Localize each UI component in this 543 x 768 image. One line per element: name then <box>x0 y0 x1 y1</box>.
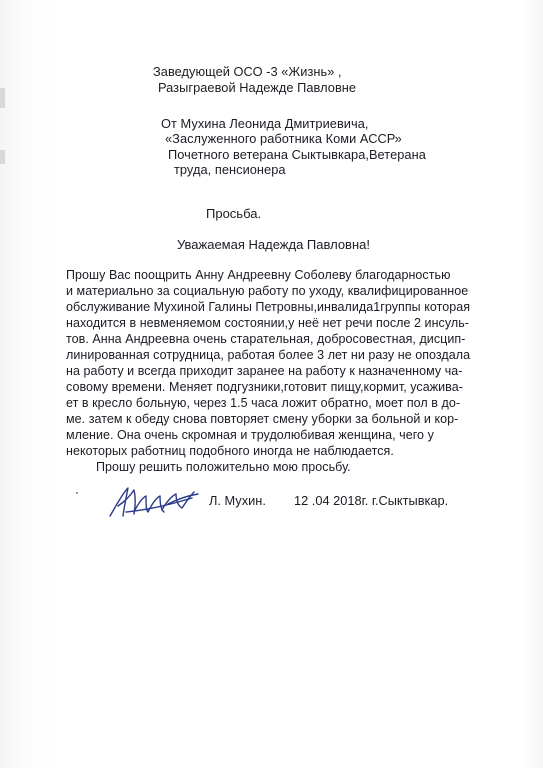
body-line: ме. затем к обеду снова повторяет смену уборки за больной и кор- <box>66 412 459 426</box>
signature-name: Л. Мухин. <box>209 493 266 508</box>
body-line: обслуживание Мухиной Галины Петровны,инвалида1группы которая <box>66 300 471 314</box>
scan-speck <box>76 492 78 494</box>
body-line: совому времени. Меняет подгузники,готовит пищу,кормит, усажива- <box>66 380 463 394</box>
sender-line: От Мухина Леонида Дмитриевича, <box>161 116 369 131</box>
salutation: Уважаемая Надежда Павловна! <box>177 237 370 252</box>
scan-edge-mark <box>0 88 5 108</box>
sender-line: труда, пенсионера <box>174 162 286 177</box>
scan-edge-mark <box>0 150 5 164</box>
body-line: линированная сотрудница, работая более 3 лет ни разу не опоздала <box>66 348 471 362</box>
sender-line: «Заслуженного работника Коми АССР» <box>165 131 402 146</box>
body-line: находится в невменяемом состоянии,у неё нет речи после 2 инсуль- <box>66 316 469 330</box>
body-line: и материально за социальную работу по уходу, квалифицированное <box>66 284 469 298</box>
signature-date-place: 12 .04 2018г. г.Сыктывкар. <box>294 493 449 508</box>
document-title: Просьба. <box>206 206 262 221</box>
addressee-line: Разыграевой Надежде Павловне <box>158 80 357 95</box>
body-line: тов. Анна Андреевна очень старательная, добросовестная, дисцип- <box>66 332 466 346</box>
body-line: Прошу решить положительно мою просьбу. <box>96 460 351 474</box>
body-line: Прошу Вас поощрить Анну Андреевну Соболеву благодарностью <box>66 268 451 282</box>
body-line: на работу и всегда приходит заранее на работу к назначенному ча- <box>66 364 463 378</box>
body-line: ет в кресло больную, через 1.5 часа ложит обратно, моет пол в до- <box>66 396 461 410</box>
body-line: мление. Она очень скромная и трудолюбивая женщина, чего у <box>66 428 434 442</box>
sender-line: Почетного ветерана Сыктывкара,Ветерана <box>168 147 426 162</box>
handwritten-signature <box>106 482 202 522</box>
addressee-line: Заведующей ОСО -3 «Жизнь» , <box>153 64 342 79</box>
body-line: некоторых работниц подобного иногда не наблюдается. <box>66 444 394 458</box>
